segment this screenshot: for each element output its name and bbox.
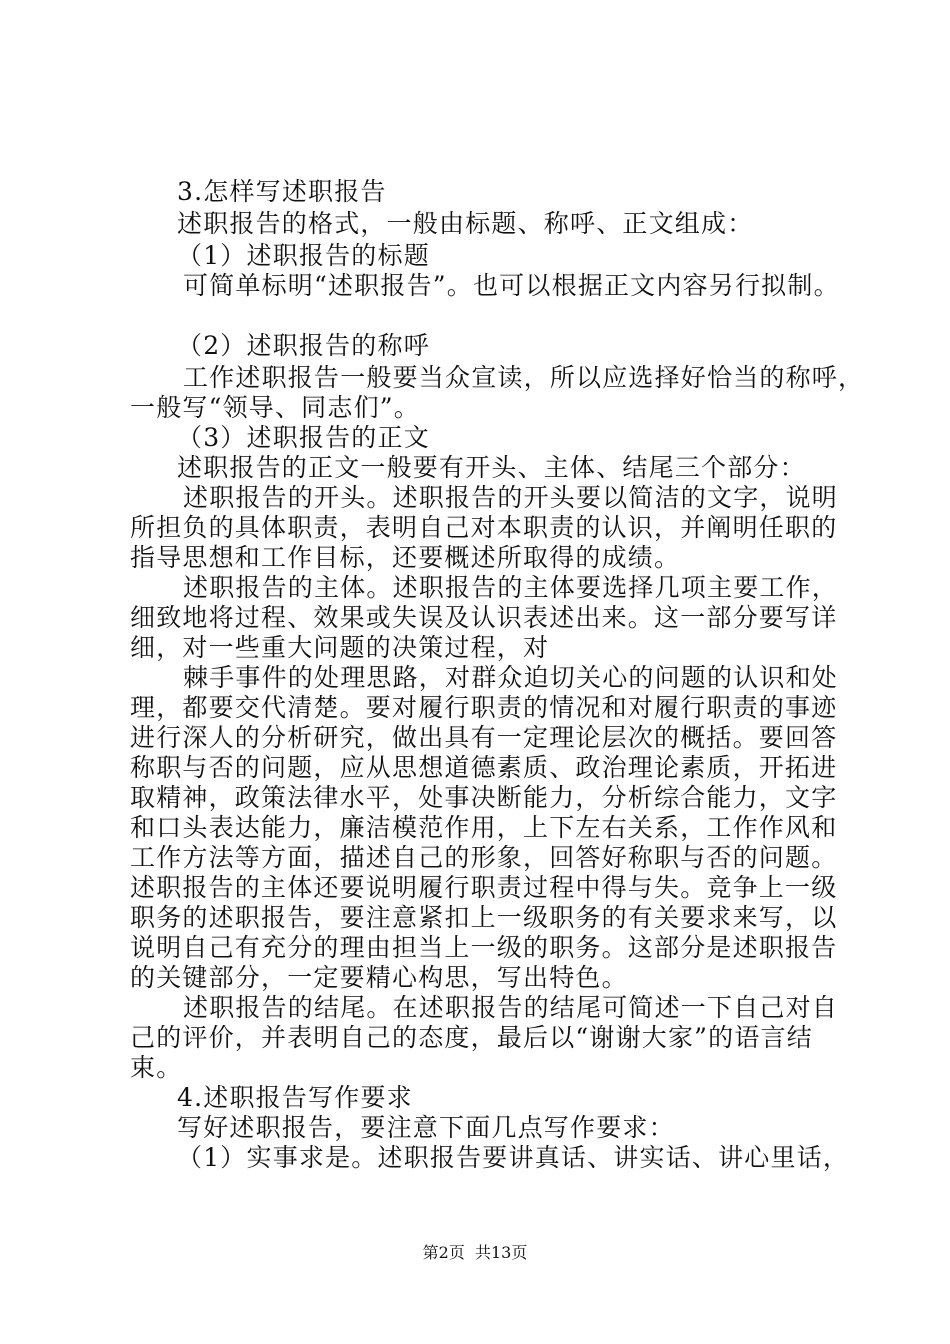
body-line: 棘手事件的处理思路，对群众迫切关心的问题的认识和处	[183, 663, 839, 692]
body-line: 进行深人的分析研究，做出具有一定理论层次的概括。要回答	[130, 723, 838, 752]
body-line: （1）实事求是。述职报告要讲真话、讲实话、讲心里话，	[177, 1143, 850, 1172]
body-line: 工作方法等方面，描述自己的形象，回答好称职与否的问题。	[130, 843, 838, 872]
body-line: 一般写“领导、同志们”。	[130, 393, 420, 422]
body-line: 可简单标明“述职报告”。也可以根据正文内容另行拟制。	[183, 271, 840, 300]
body-line: 所担负的具体职责，表明自己对本职责的认识，并阐明任职的	[130, 513, 838, 542]
body-line: 工作述职报告一般要当众宣读，所以应选择好恰当的称呼，	[183, 363, 865, 392]
page-number-footer: 第2页 共13页	[422, 1243, 528, 1262]
body-line: 述职报告的开头。述职报告的开头要以简洁的文字，说明	[183, 483, 839, 512]
body-line: 己的评价，并表明自己的态度，最后以“谢谢大家”的语言结	[130, 1023, 813, 1052]
body-line: 说明自己有充分的理由担当上一级的职务。这部分是述职报告	[130, 933, 838, 962]
body-line: 细致地将过程、效果或失误及认识表述出来。这一部分要写详	[130, 603, 838, 632]
body-line: 写好述职报告，要注意下面几点写作要求：	[177, 1113, 675, 1142]
subheading: （1）述职报告的标题	[177, 241, 430, 270]
body-line: 细，对一些重大问题的决策过程，对	[130, 633, 550, 662]
section-heading: 3.怎样写述职报告	[177, 177, 387, 206]
body-line: 职务的述职报告，要注意紧扣上一级职务的有关要求来写，以	[130, 903, 838, 932]
section-heading: 4.述职报告写作要求	[177, 1083, 413, 1112]
body-line: 束。	[130, 1053, 183, 1082]
body-line: 述职报告的格式，一般由标题、称呼、正文组成：	[177, 209, 754, 238]
body-line: 指导思想和工作目标，还要概述所取得的成绩。	[130, 543, 681, 572]
body-line: 的关键部分，一定要精心构思，写出特色。	[130, 963, 628, 992]
body-line: 述职报告的正文一般要有开头、主体、结尾三个部分：	[177, 453, 806, 482]
body-line: 和口头表达能力，廉洁模范作用，上下左右关系，工作作风和	[130, 813, 838, 842]
body-line: 述职报告的主体。述职报告的主体要选择几项主要工作，	[183, 573, 839, 602]
body-line: 取精神，政策法律水平，处事决断能力，分析综合能力，文字	[130, 783, 838, 812]
body-line: 称职与否的问题，应从思想道德素质、政治理论素质，开拓进	[130, 753, 838, 782]
body-line: 述职报告的结尾。在述职报告的结尾可简述一下自己对自	[183, 993, 839, 1022]
subheading: （2）述职报告的称呼	[177, 331, 430, 360]
body-line: 述职报告的主体还要说明履行职责过程中得与失。竞争上一级	[130, 873, 838, 902]
subheading: （3）述职报告的正文	[177, 423, 430, 452]
body-line: 理，都要交代清楚。要对履行职责的情况和对履行职责的事迹	[130, 693, 838, 722]
